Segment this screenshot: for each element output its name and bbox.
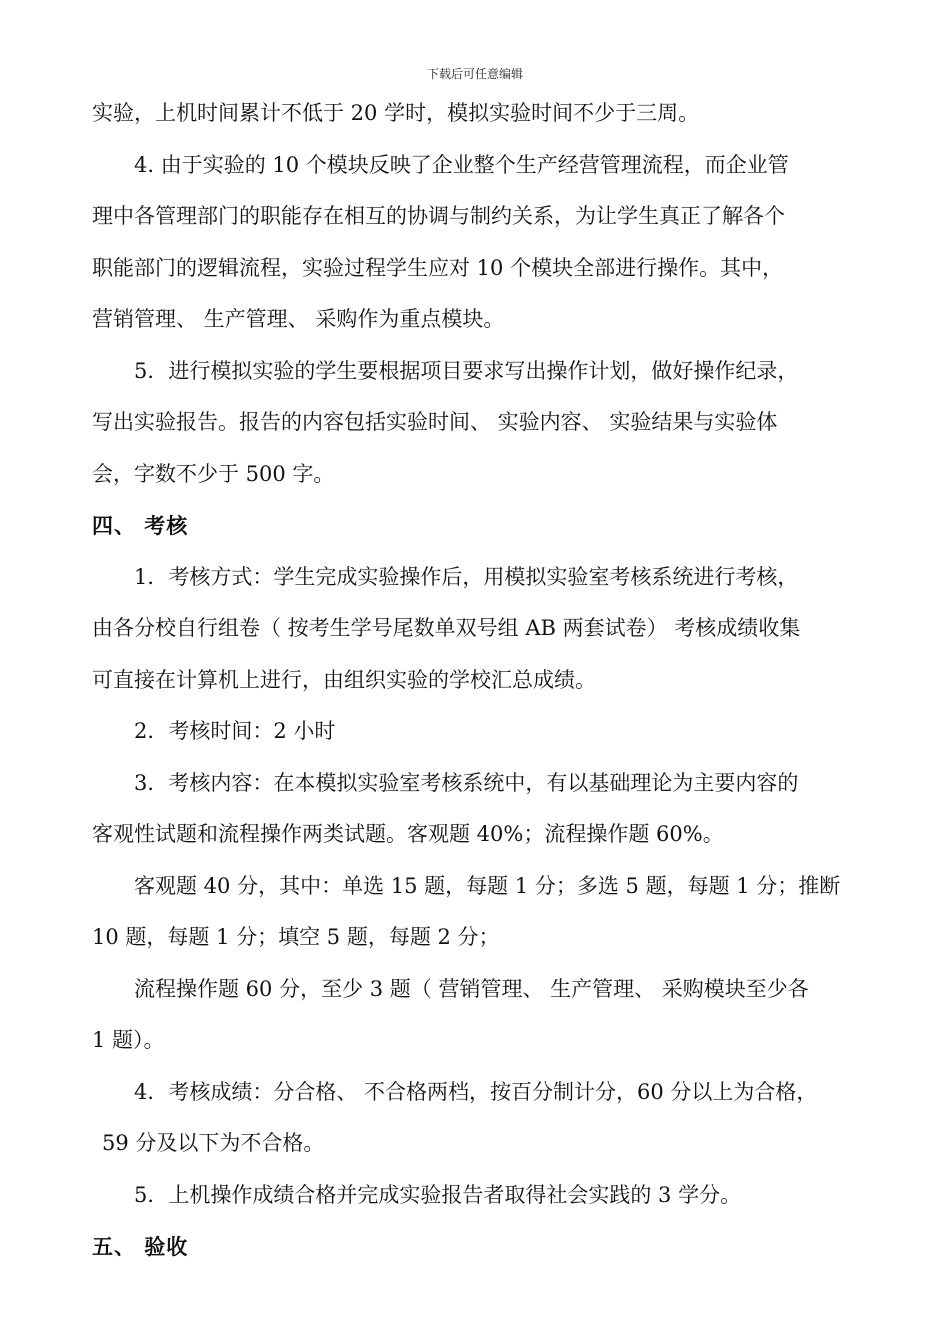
paragraph-line: 2．考核时间：2 小时 bbox=[134, 719, 336, 743]
section-heading-assessment: 四、 考核 bbox=[92, 513, 189, 538]
paragraph-line: 客观性试题和流程操作两类试题。客观题 40%；流程操作题 60%。 bbox=[92, 822, 724, 846]
paragraph-line: 流程操作题 60 分，至少 3 题（ 营销管理、 生产管理、 采购模块至少各 bbox=[134, 976, 809, 1001]
paragraph-line: 10 题，每题 1 分；填空 5 题，每题 2 分； bbox=[92, 925, 500, 949]
paragraph-line: 写出实验报告。报告的内容包括实验时间、 实验内容、 实验结果与实验体 bbox=[92, 410, 778, 434]
paragraph-line: 营销管理、 生产管理、 采购作为重点模块。 bbox=[92, 307, 505, 331]
page-header: 下载后可任意编辑 bbox=[426, 67, 523, 81]
paragraph-line: 由各分校自行组卷（ 按考生学号尾数单双号组 AB 两套试卷） 考核成绩收集 bbox=[92, 616, 801, 640]
paragraph-line: 可直接在计算机上进行，由组织实验的学校汇总成绩。 bbox=[92, 667, 596, 692]
paragraph-line: 4. 由于实验的 10 个模块反映了企业整个生产经营管理流程，而企业管 bbox=[134, 152, 789, 177]
section-heading-acceptance: 五、 验收 bbox=[92, 1234, 189, 1259]
paragraph-line: 5．上机操作成绩合格并完成实验报告者取得社会实践的 3 学分。 bbox=[134, 1182, 742, 1207]
paragraph-line: 59 分及以下为不合格。 bbox=[102, 1131, 325, 1155]
paragraph-line: 1 题）。 bbox=[92, 1028, 165, 1052]
paragraph-line: 实验，上机时间累计不低于 20 学时，模拟实验时间不少于三周。 bbox=[92, 101, 700, 125]
paragraph-line: 会，字数不少于 500 字。 bbox=[92, 461, 335, 486]
paragraph-line: 职能部门的逻辑流程，实验过程学生应对 10 个模块全部进行操作。其中， bbox=[92, 255, 784, 280]
paragraph-line: 4．考核成绩：分合格、 不合格两档，按百分制计分，60 分以上为合格， bbox=[134, 1079, 818, 1104]
paragraph-line: 5．进行模拟实验的学生要根据项目要求写出操作计划，做好操作纪录， bbox=[134, 358, 799, 383]
paragraph-line: 理中各管理部门的职能存在相互的协调与制约关系，为让学生真正了解各个 bbox=[92, 204, 785, 228]
document-body bbox=[92, 88, 867, 1273]
paragraph-line: 客观题 40 分，其中：单选 15 题，每题 1 分；多选 5 题，每题 1 分；推断 bbox=[134, 873, 841, 898]
paragraph-line: 3．考核内容：在本模拟实验室考核系统中，有以基础理论为主要内容的 bbox=[134, 770, 799, 795]
paragraph-line: 1．考核方式：学生完成实验操作后，用模拟实验室考核系统进行考核， bbox=[134, 564, 799, 589]
